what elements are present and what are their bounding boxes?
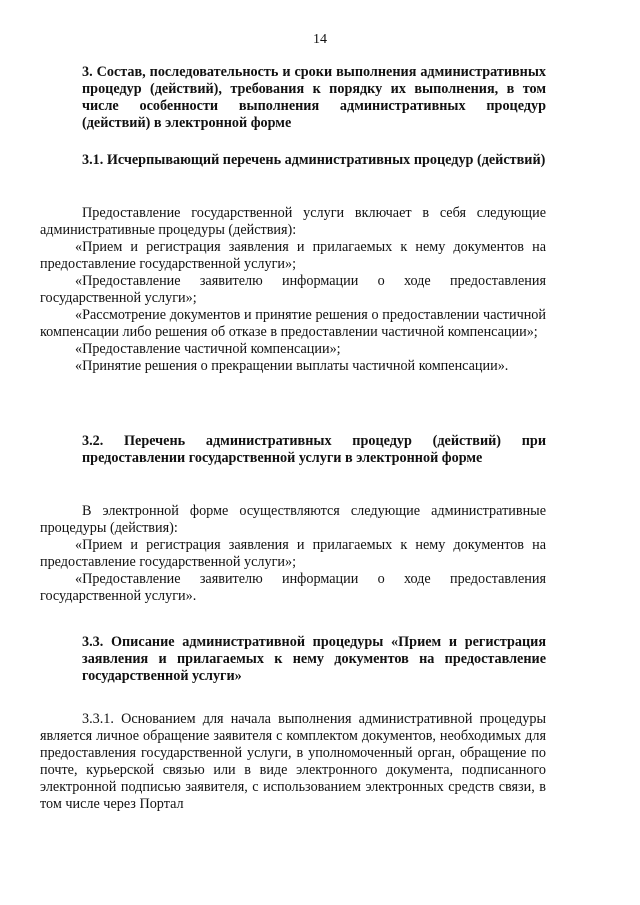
section-3-2-body (40, 503, 546, 605)
list-item: «Предоставление заявителю информации о ходе предоставления государственной услуги». (40, 571, 546, 604)
list-item: «Предоставление заявителю информации о ходе предоставления государственной услуги»; (40, 273, 546, 306)
list-item: «Рассмотрение документов и принятие решения о предоставлении частичной компенсации либо решения об отказе в предоставлении частичной компенсации»; (40, 307, 546, 340)
section-3-3-1-paragraph: 3.3.1. Основанием для начала выполнения административной процедуры является личное обращение заявителя с комплектом документов, необходимых для предоставления государственной услуги, в уполномоченный орган, обращение по почте, курьерской связью или в виде электронного документа, подписанного электронной подписью заявителя, с использованием электронных средств связи, в том числе через Портал (40, 711, 546, 812)
section-3-3-body (40, 711, 546, 813)
section-3-2-heading-text: 3.2. Перечень административных процедур (действий) при предоставлении государственной услуги в электронной форме (82, 433, 546, 466)
section-3-1-heading-text: 3.1. Исчерпывающий перечень административных процедур (действий) (82, 152, 546, 168)
section-3-heading (82, 64, 546, 132)
list-item: «Принятие решения о прекращении выплаты частичной компенсации». (75, 358, 509, 374)
section-3-1-intro: Предоставление государственной услуги включает в себя следующие административные процедуры (действия): (40, 205, 546, 238)
list-item: «Прием и регистрация заявления и прилагаемых к нему документов на предоставление государственной услуги»; (40, 537, 546, 570)
page-number: 14 (313, 32, 327, 47)
section-3-1-heading (82, 152, 546, 169)
section-3-2-intro: В электронной форме осуществляются следующие административные процедуры (действия): (40, 503, 546, 536)
section-3-heading-text: 3. Состав, последовательность и сроки выполнения административных процедур (действий), требования к порядку их выполнения, в том числе особенности выполнения административных процедур (действий) в электронной форме (82, 64, 546, 131)
section-3-3-heading (82, 634, 546, 685)
section-3-3-heading-text: 3.3. Описание административной процедуры «Прием и регистрация заявления и прилагаемых к нему документов на предоставление государственной услуги» (82, 634, 546, 684)
list-item: «Предоставление частичной компенсации»; (75, 341, 341, 357)
section-3-1-body (40, 205, 546, 375)
section-3-2-heading (82, 433, 546, 467)
list-item: «Прием и регистрация заявления и прилагаемых к нему документов на предоставление государственной услуги»; (40, 239, 546, 272)
